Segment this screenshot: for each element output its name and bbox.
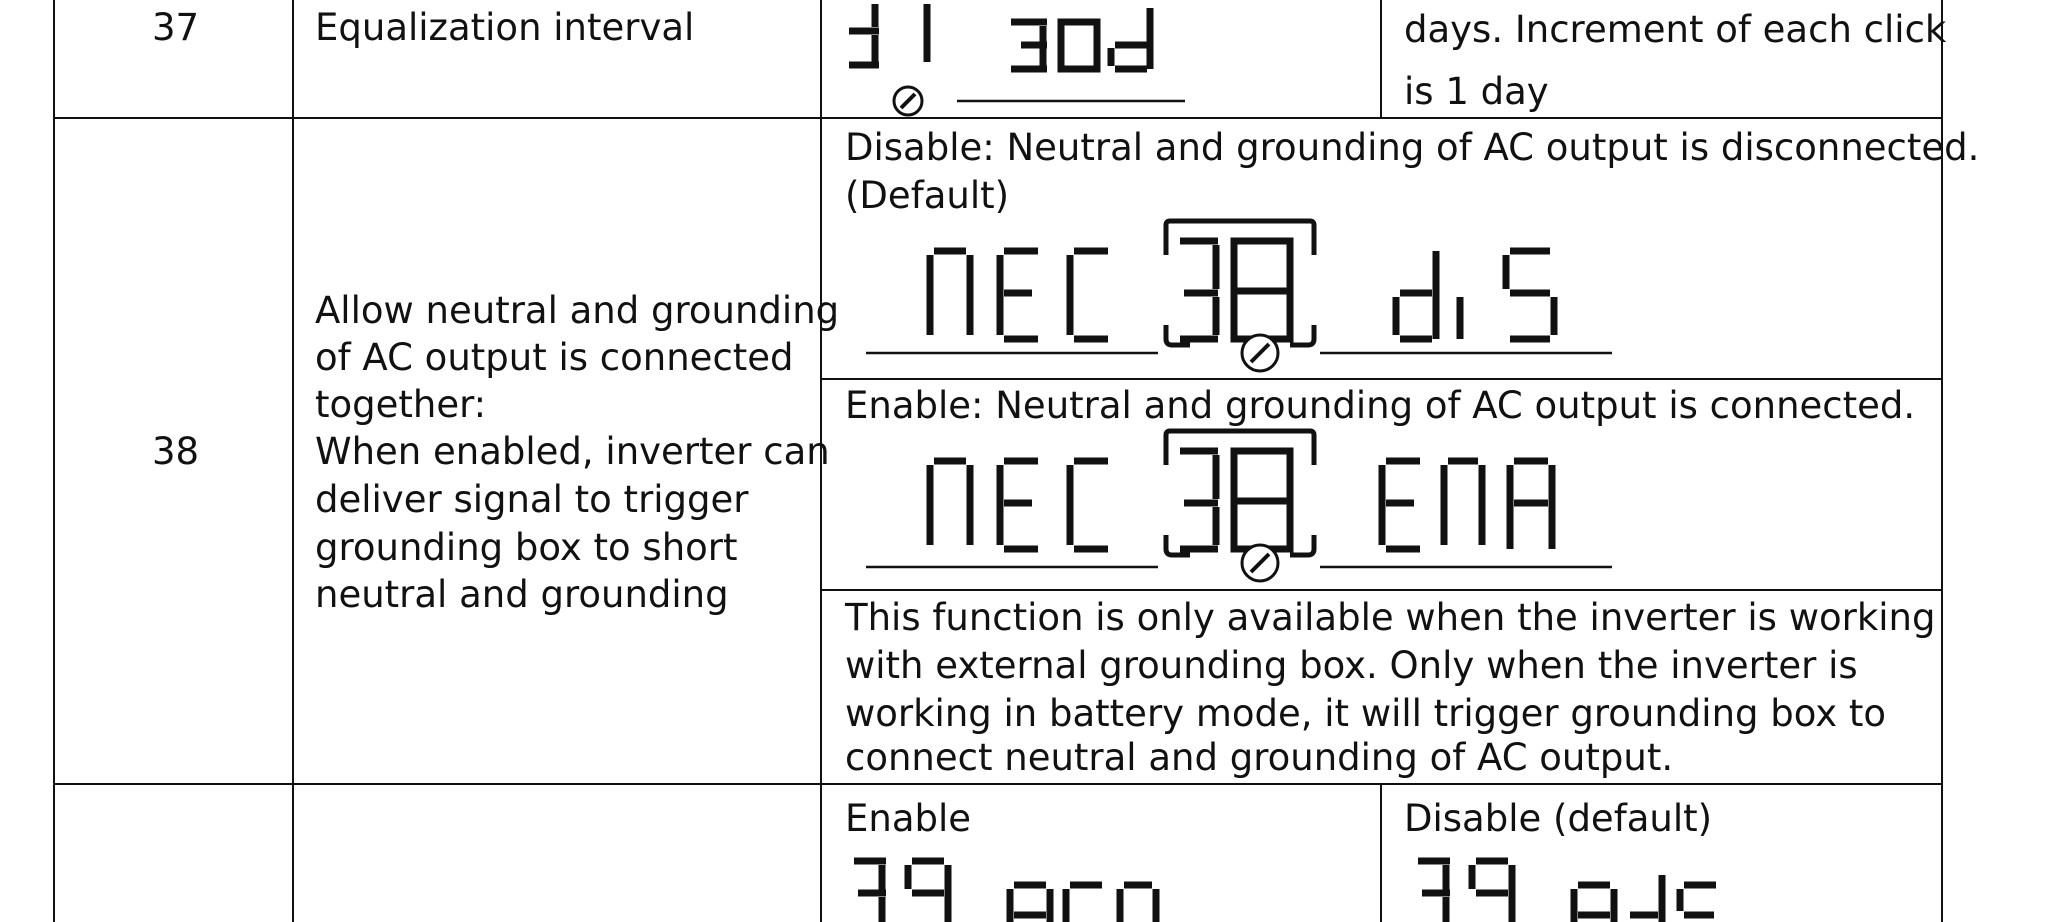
row37-title: Equalization interval: [315, 6, 695, 49]
row-number-37: 37: [152, 6, 200, 49]
row39-enable-label: Enable: [845, 797, 972, 840]
lcd-display-38-enable: [860, 425, 1620, 585]
row38-description-line: together:: [315, 383, 487, 426]
row38-note-line: connect neutral and grounding of AC output.: [845, 736, 1674, 779]
row37-note-line1: days. Increment of each click: [1404, 8, 1947, 51]
row38-description-line: grounding box to short: [315, 526, 738, 569]
row38-description-line: Allow neutral and grounding: [315, 289, 840, 332]
enable-option-text: Enable: Neutral and grounding of AC output is connected.: [845, 384, 1916, 427]
row39-disable-label: Disable (default): [1404, 797, 1713, 840]
lcd-display-39-enable: [850, 855, 1180, 922]
row-divider-38-39: [53, 783, 1943, 785]
disable-option-text-line2: (Default): [845, 174, 1010, 217]
row38-note-line: This function is only available when the inverter is working: [845, 596, 1936, 639]
row38-divider-2: [820, 589, 1942, 591]
row38-note-line: working in battery mode, it will trigger grounding box to: [845, 692, 1887, 735]
lcd-display-38-disable: [860, 215, 1620, 375]
wrench-circle-icon: [1242, 545, 1278, 581]
disable-option-text-line1: Disable: Neutral and grounding of AC output is disconnected.: [845, 126, 1980, 169]
wrench-circle-icon: [1242, 335, 1278, 371]
wrench-circle-icon: [894, 87, 922, 115]
row38-description-line: neutral and grounding: [315, 573, 729, 616]
column-divider-3-row37: [1380, 0, 1382, 118]
row38-description-line: of AC output is connected: [315, 336, 794, 379]
row38-divider-1: [820, 378, 1942, 380]
row38-note-line: with external grounding box. Only when the inverter is: [845, 644, 1858, 687]
row38-description-line: deliver signal to trigger: [315, 478, 749, 521]
lcd-display-37: [845, 0, 1205, 118]
row-number-38: 38: [152, 430, 200, 473]
lcd-display-39-disable: [1414, 855, 1744, 922]
column-divider-3-row39: [1380, 783, 1382, 922]
row38-description-line: When enabled, inverter can: [315, 430, 830, 473]
row37-note-line2: is 1 day: [1404, 70, 1549, 113]
